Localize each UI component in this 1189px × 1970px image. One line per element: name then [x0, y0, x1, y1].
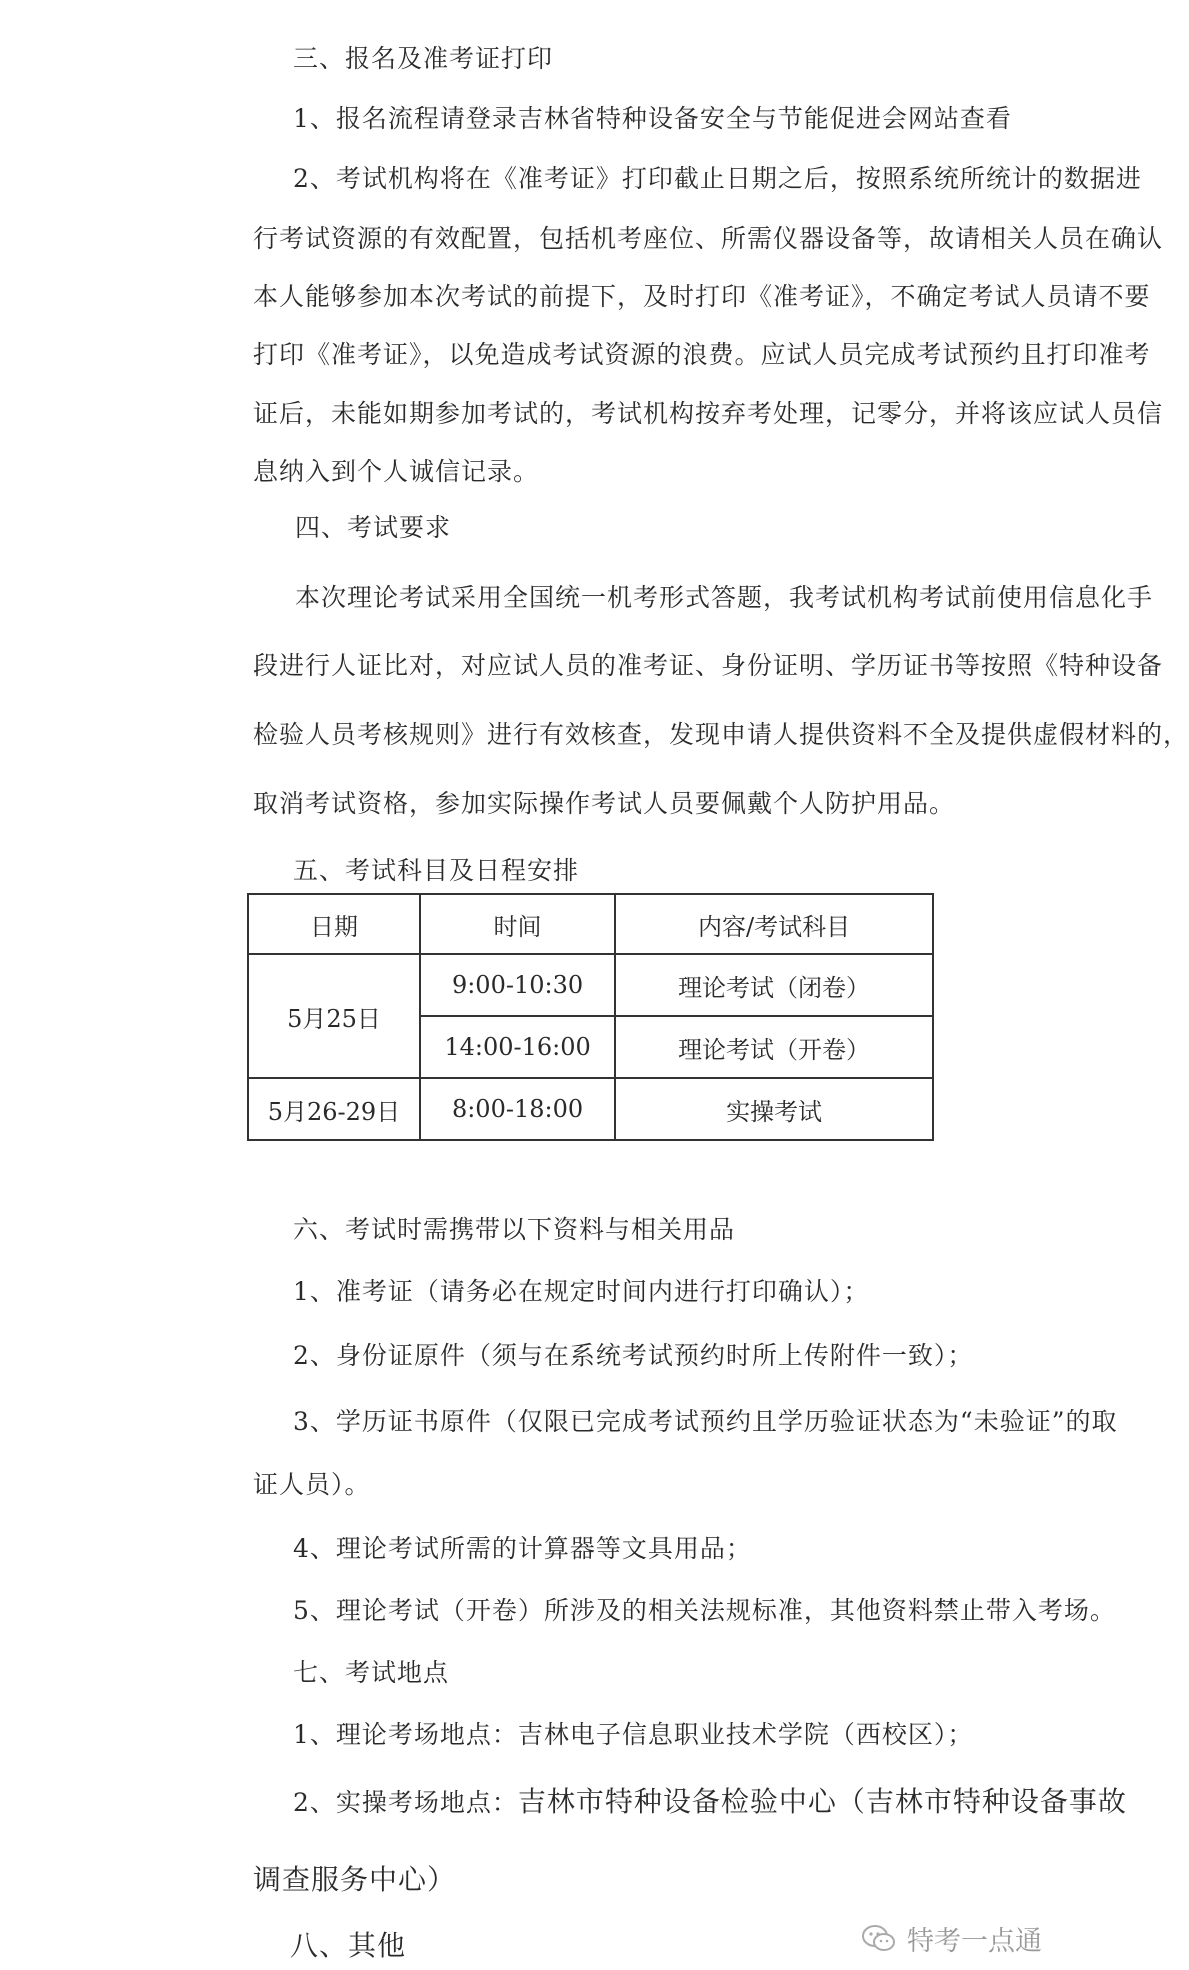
section4-line2: 段进行人证比对，对应试人员的准考证、身份证明、学历证书等按照《特种设备	[253, 651, 1164, 680]
watermark	[861, 1919, 1042, 1958]
section7-item2-rest: 吉林市特种设备检验中心（吉林市特种设备事故	[517, 1785, 1127, 1818]
table-cell-time: 8:00-18:00	[420, 1078, 615, 1140]
table-header-row	[248, 894, 933, 954]
schedule-table	[247, 893, 934, 1141]
section6-item5: 5、理论考试（开卷）所涉及的相关法规标准，其他资料禁止带入考场。	[293, 1596, 1116, 1625]
table-cell-date: 5月25日	[248, 954, 420, 1078]
section7-item2-prefix: 2、实操考场地点：	[293, 1788, 518, 1817]
section7-item2	[293, 1784, 1127, 1821]
section4-line4: 取消考试资格，参加实际操作考试人员要佩戴个人防护用品。	[253, 789, 956, 818]
section7-item2-continuation: 调查服务中心）	[253, 1863, 457, 1896]
section6-item2: 2、身份证原件（须与在系统考试预约时所上传附件一致）；	[293, 1341, 974, 1370]
section6-item3-line2: 证人员）。	[253, 1470, 371, 1499]
table-row	[248, 1078, 933, 1140]
table-row	[248, 954, 933, 1016]
table-cell-subject: 理论考试（闭卷）	[615, 954, 933, 1016]
wechat-icon	[861, 1921, 897, 1957]
section3-item1: 1、报名流程请登录吉林省特种设备安全与节能促进会网站查看	[293, 104, 1012, 133]
section3-item2-line3: 本人能够参加本次考试的前提下，及时打印《准考证》，不确定考试人员请不要	[253, 282, 1151, 311]
section3-item2-line2: 行考试资源的有效配置，包括机考座位、所需仪器设备等，故请相关人员在确认	[253, 224, 1164, 253]
section6-item1: 1、准考证（请务必在规定时间内进行打印确认）；	[293, 1277, 870, 1306]
table-cell-date: 5月26-29日	[248, 1078, 420, 1140]
table-cell-time: 14:00-16:00	[420, 1016, 615, 1078]
section3-heading: 三、报名及准考证打印	[293, 44, 554, 73]
table-cell-subject: 实操考试	[615, 1078, 933, 1140]
section6-item3-line1: 3、学历证书原件（仅限已完成考试预约且学历验证状态为“未验证”的取	[293, 1407, 1118, 1436]
table-header-time: 时间	[420, 894, 615, 954]
table-cell-subject: 理论考试（开卷）	[615, 1016, 933, 1078]
section7-item1: 1、理论考场地点：吉林电子信息职业技术学院（西校区）；	[293, 1720, 974, 1749]
section3-item2-line5: 证后，未能如期参加考试的，考试机构按弃考处理，记零分，并将该应试人员信	[253, 399, 1164, 428]
section4-line3: 检验人员考核规则》进行有效核查，发现申请人提供资料不全及提供虚假材料的，	[253, 720, 1189, 749]
section3-item2-line1: 2、考试机构将在《准考证》打印截止日期之后，按照系统所统计的数据进	[293, 164, 1142, 193]
section5-heading: 五、考试科目及日程安排	[293, 856, 580, 885]
section3-item2-line6: 息纳入到个人诚信记录。	[253, 457, 540, 486]
section7-heading: 七、考试地点	[293, 1658, 450, 1687]
watermark-text: 特考一点通	[907, 1926, 1042, 1957]
table-header-subject: 内容/考试科目	[615, 894, 933, 954]
section6-heading: 六、考试时需携带以下资料与相关用品	[293, 1215, 736, 1244]
section8-heading: 八、其他	[290, 1929, 407, 1962]
section4-heading: 四、考试要求	[295, 513, 452, 542]
table-header-date: 日期	[248, 894, 420, 954]
section6-item4: 4、理论考试所需的计算器等文具用品；	[293, 1534, 752, 1563]
section3-item2-line4: 打印《准考证》，以免造成考试资源的浪费。应试人员完成考试预约且打印准考	[253, 340, 1151, 369]
section4-line1: 本次理论考试采用全国统一机考形式答题，我考试机构考试前使用信息化手	[295, 583, 1154, 612]
table-cell-time: 9:00-10:30	[420, 954, 615, 1016]
